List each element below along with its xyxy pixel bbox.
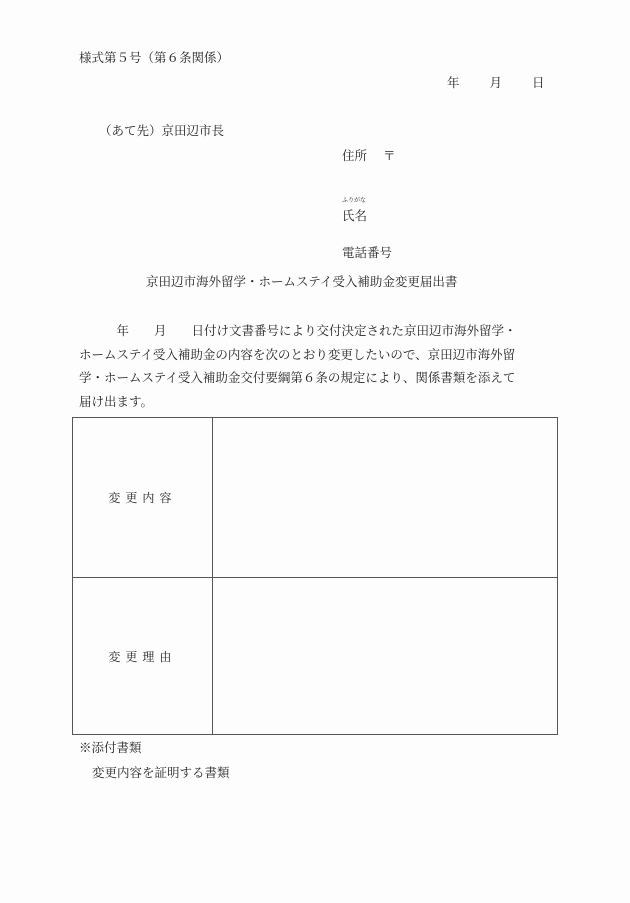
body-paragraph bbox=[79, 319, 559, 413]
phone-label: 電話番号 bbox=[342, 245, 393, 260]
attachments-heading: ※添付書類 bbox=[79, 740, 142, 755]
change-content-label: 変更内容 bbox=[73, 418, 213, 578]
postal-mark: 〒 bbox=[383, 148, 396, 163]
date-month: 月 bbox=[489, 75, 503, 90]
change-reason-field[interactable] bbox=[212, 578, 557, 735]
addressee: （あて先）京田辺市長 bbox=[99, 123, 225, 138]
table-row bbox=[73, 578, 558, 735]
date-day: 日 bbox=[532, 75, 545, 90]
change-content-field[interactable] bbox=[212, 418, 557, 578]
furigana-label: ふりがな bbox=[342, 197, 367, 204]
body-line: 年 月 日付け文書番号により交付決定された京田辺市海外留学・ bbox=[79, 323, 517, 338]
attachment-item: 変更内容を証明する書類 bbox=[92, 765, 230, 780]
form-number: 様式第５号（第６条関係） bbox=[79, 50, 230, 65]
change-table bbox=[72, 417, 558, 735]
body-line: ホームステイ受入補助金の内容を次のとおり変更したいので、京田辺市海外留 bbox=[79, 346, 516, 362]
body-line: 学・ホームステイ受入補助金交付要綱第６条の規定により、関係書類を添えて bbox=[79, 370, 516, 385]
address-label: 住所 bbox=[342, 148, 368, 163]
change-reason-label: 変更理由 bbox=[73, 578, 213, 735]
name-label: 氏名 bbox=[342, 208, 368, 223]
table-row bbox=[73, 418, 558, 578]
document-title: 京田辺市海外留学・ホームステイ受入補助金変更届出書 bbox=[146, 274, 458, 289]
date-year: 年 bbox=[447, 75, 460, 90]
date-line bbox=[447, 77, 545, 90]
body-line: 届け出ます。 bbox=[79, 393, 154, 409]
